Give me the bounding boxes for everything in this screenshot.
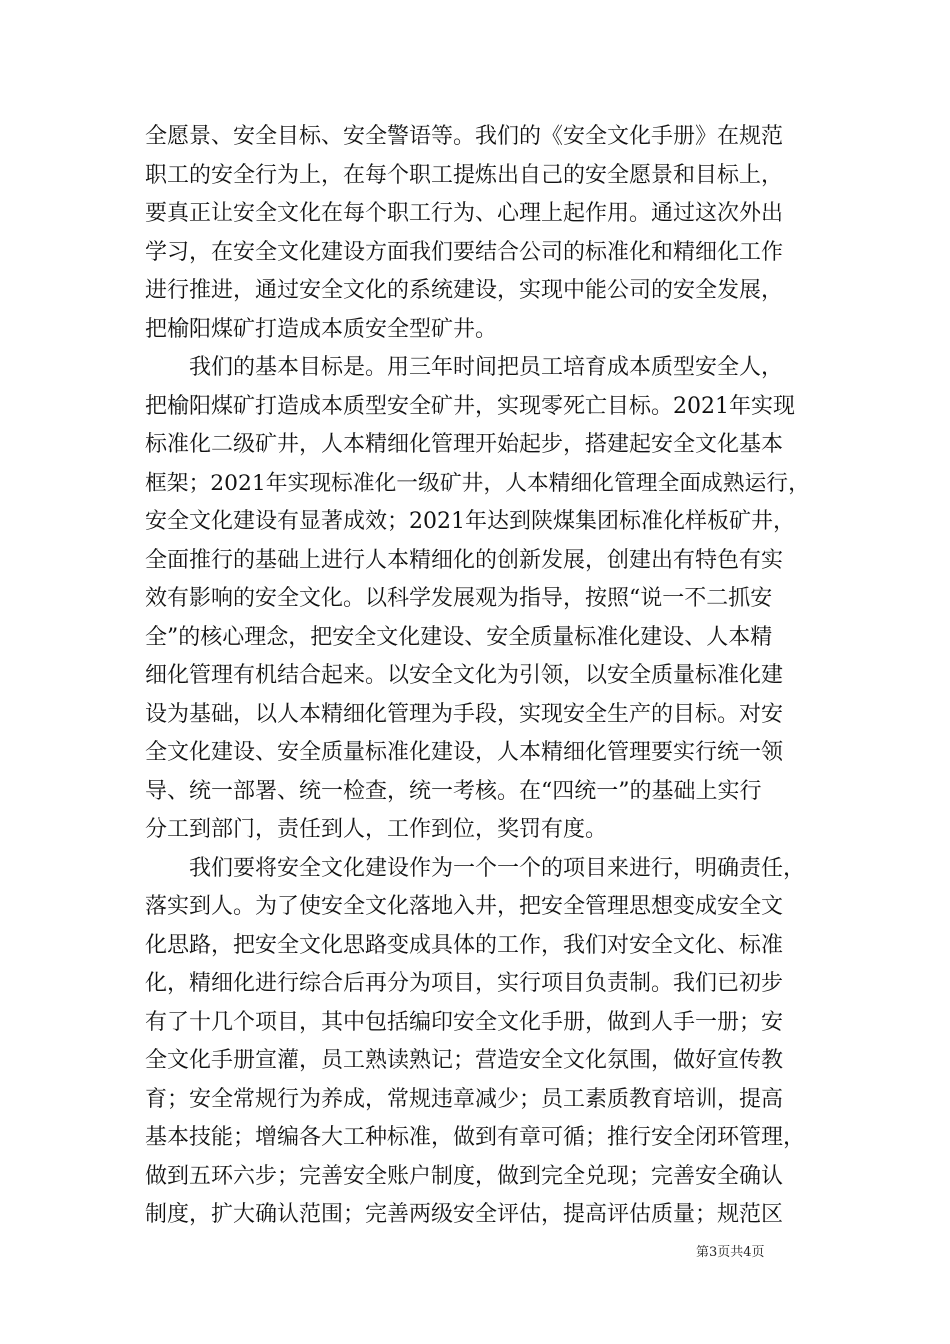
text-line: 导、统一部署、统一检查，统一考核。在“四统一”的基础上实行: [145, 779, 762, 804]
text-line: 全面推行的基础上进行人本精细化的创新发展，创建出有特色有实: [145, 548, 784, 573]
text-line: 要真正让安全文化在每个职工行为、心理上起作用。通过这次外出: [145, 201, 784, 226]
text-line: 全文化建设、安全质量标准化建设，人本精细化管理要实行统一领: [145, 740, 784, 765]
text-line: 标准化二级矿井，人本精细化管理开始起步，搭建起安全文化基本: [145, 432, 784, 457]
text-line: 细化管理有机结合起来。以安全文化为引领，以安全质量标准化建: [145, 663, 784, 688]
text-line: 化，精细化进行综合后再分为项目，实行项目负责制。我们已初步: [145, 971, 784, 996]
text-line: 把榆阳煤矿打造成本质安全型矿井。: [145, 317, 498, 342]
text-line: 学习，在安全文化建设方面我们要结合公司的标准化和精细化工作: [145, 240, 784, 265]
text-line: 框架；2021年实现标准化一级矿井，人本精细化管理全面成熟运行，: [145, 471, 810, 496]
text-line: 全文化手册宣灌，员工熟读熟记；营造安全文化氛围，做好宣传教: [145, 1048, 784, 1073]
text-line: 基本技能；增编各大工种标准，做到有章可循；推行安全闭环管理，: [145, 1125, 806, 1150]
text-line: 全”的核心理念，把安全文化建设、安全质量标准化建设、人本精: [145, 625, 773, 650]
text-line: 进行推进，通过安全文化的系统建设，实现中能公司的安全发展，: [145, 278, 784, 303]
page-number-footer: 第3页共4页: [696, 1245, 765, 1260]
text-line: 分工到部门，责任到人，工作到位，奖罚有度。: [145, 817, 608, 842]
text-line: 落实到人。为了使安全文化落地入井，把安全管理思想变成安全文: [145, 894, 784, 919]
text-line: 我们的基本目标是。用三年时间把员工培育成本质型安全人，: [145, 355, 784, 380]
text-line: 全愿景、安全目标、安全警语等。我们的《安全文化手册》在规范: [145, 124, 784, 149]
text-line: 安全文化建设有显著成效；2021年达到陕煤集团标准化样板矿井，: [145, 509, 795, 534]
text-line: 有了十几个项目，其中包括编印安全文化手册，做到人手一册；安: [145, 1010, 784, 1035]
text-line: 育；安全常规行为养成，常规违章减少；员工素质教育培训，提高: [145, 1087, 784, 1112]
text-line: 效有影响的安全文化。以科学发展观为指导，按照“说一不二抓安: [145, 586, 773, 611]
text-line: 把榆阳煤矿打造成本质型安全矿井，实现零死亡目标。2021年实现: [145, 394, 795, 419]
text-line: 设为基础，以人本精细化管理为手段，实现安全生产的目标。对安: [145, 702, 784, 727]
text-line: 做到五环六步；完善安全账户制度，做到完全兑现；完善安全确认: [145, 1164, 784, 1189]
text-line: 化思路，把安全文化思路变成具体的工作，我们对安全文化、标准: [145, 933, 784, 958]
text-line: 职工的安全行为上，在每个职工提炼出自己的安全愿景和目标上，: [145, 163, 784, 188]
text-line: 我们要将安全文化建设作为一个一个的项目来进行，明确责任，: [145, 856, 806, 881]
text-line: 制度，扩大确认范围；完善两级安全评估，提高评估质量；规范区: [145, 1202, 784, 1227]
